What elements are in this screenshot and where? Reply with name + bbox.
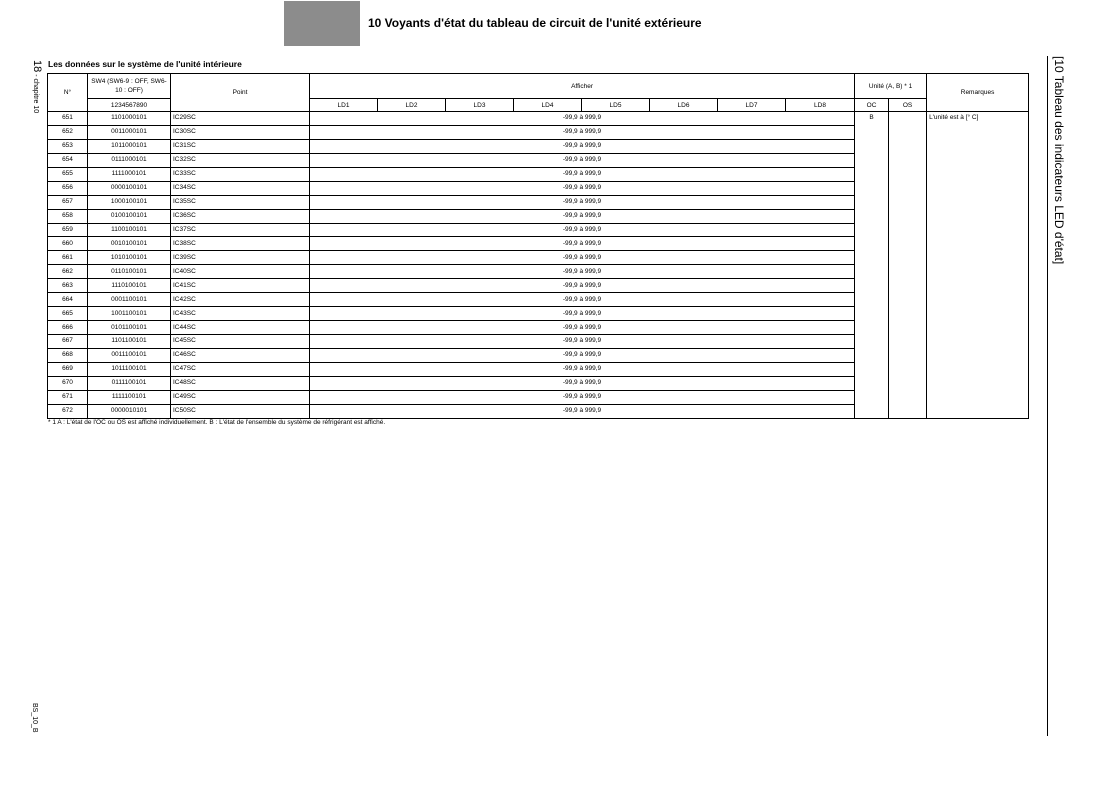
- row-display-range: -99,9 à 999,9: [310, 181, 855, 195]
- header-sw4: [88, 74, 171, 99]
- header-ld8: LD8: [786, 99, 855, 112]
- row-sw4: 1101000101: [88, 112, 171, 126]
- row-sw4: 0001100101: [88, 293, 171, 307]
- row-point: IC37SC: [171, 223, 310, 237]
- header-unit-oc: OC: [855, 99, 889, 112]
- chapter-side-title: [10 Tableau des indicateurs LED d'état]: [1052, 56, 1066, 265]
- row-display-range: -99,9 à 999,9: [310, 335, 855, 349]
- row-num: 652: [48, 125, 88, 139]
- header-num: N°: [48, 74, 88, 112]
- row-display-range: -99,9 à 999,9: [310, 362, 855, 376]
- row-sw4: 1001100101: [88, 307, 171, 321]
- row-num: 669: [48, 362, 88, 376]
- section-title: Les données sur le système de l'unité intérieure: [48, 59, 242, 69]
- row-point: IC35SC: [171, 195, 310, 209]
- chapter-label: - chapitre 10: [32, 72, 39, 114]
- row-num: 651: [48, 112, 88, 126]
- row-sw4: 1111000101: [88, 167, 171, 181]
- header-gray-box: [284, 1, 360, 46]
- row-num: 672: [48, 404, 88, 418]
- row-sw4: 1010100101: [88, 251, 171, 265]
- row-point: IC38SC: [171, 237, 310, 251]
- row-num: 658: [48, 209, 88, 223]
- page-number: 18: [31, 60, 43, 73]
- row-display-range: -99,9 à 999,9: [310, 209, 855, 223]
- row-num: 664: [48, 293, 88, 307]
- row-display-range: -99,9 à 999,9: [310, 251, 855, 265]
- row-sw4: 1011100101: [88, 362, 171, 376]
- row-point: IC42SC: [171, 293, 310, 307]
- right-margin-rule: [1047, 56, 1048, 736]
- row-num: 666: [48, 321, 88, 335]
- header-ld1: LD1: [310, 99, 378, 112]
- row-display-range: -99,9 à 999,9: [310, 125, 855, 139]
- unit-oc-value: B: [855, 112, 889, 419]
- row-point: IC47SC: [171, 362, 310, 376]
- row-point: IC29SC: [171, 112, 310, 126]
- row-display-range: -99,9 à 999,9: [310, 293, 855, 307]
- row-num: 660: [48, 237, 88, 251]
- row-point: IC32SC: [171, 153, 310, 167]
- row-sw4: 1101100101: [88, 335, 171, 349]
- row-point: IC49SC: [171, 390, 310, 404]
- row-num: 661: [48, 251, 88, 265]
- row-sw4: 0111000101: [88, 153, 171, 167]
- row-point: IC48SC: [171, 376, 310, 390]
- table-row: [48, 112, 1029, 126]
- header-remarks: Remarques: [927, 74, 1029, 112]
- row-point: IC36SC: [171, 209, 310, 223]
- header-ld6: LD6: [650, 99, 718, 112]
- row-sw4: 0100100101: [88, 209, 171, 223]
- row-point: IC43SC: [171, 307, 310, 321]
- header-ld2: LD2: [378, 99, 446, 112]
- row-sw4: 0010100101: [88, 237, 171, 251]
- document-code: BS_10_B: [31, 703, 38, 733]
- row-sw4: 0101100101: [88, 321, 171, 335]
- row-sw4: 1100100101: [88, 223, 171, 237]
- page-number-label: [31, 60, 43, 113]
- row-display-range: -99,9 à 999,9: [310, 307, 855, 321]
- header-unit: Unité (A, B) * 1: [855, 74, 927, 99]
- row-point: IC31SC: [171, 139, 310, 153]
- row-num: 662: [48, 265, 88, 279]
- row-display-range: -99,9 à 999,9: [310, 348, 855, 362]
- row-point: IC50SC: [171, 404, 310, 418]
- header-ld3: LD3: [446, 99, 514, 112]
- row-num: 663: [48, 279, 88, 293]
- row-display-range: -99,9 à 999,9: [310, 321, 855, 335]
- unit-os-value: [889, 112, 927, 419]
- header-sw4-label: SW4 (SW6-9 : OFF, SW6-10 : OFF): [91, 78, 167, 94]
- row-num: 655: [48, 167, 88, 181]
- row-num: 665: [48, 307, 88, 321]
- row-sw4: 1111100101: [88, 390, 171, 404]
- row-point: IC30SC: [171, 125, 310, 139]
- row-display-range: -99,9 à 999,9: [310, 223, 855, 237]
- row-sw4: 0000010101: [88, 404, 171, 418]
- row-point: IC39SC: [171, 251, 310, 265]
- row-display-range: -99,9 à 999,9: [310, 153, 855, 167]
- row-num: 653: [48, 139, 88, 153]
- row-point: IC41SC: [171, 279, 310, 293]
- row-point: IC34SC: [171, 181, 310, 195]
- row-display-range: -99,9 à 999,9: [310, 265, 855, 279]
- row-sw4: 0111100101: [88, 376, 171, 390]
- row-sw4: 0011100101: [88, 348, 171, 362]
- row-sw4: 0110100101: [88, 265, 171, 279]
- header-display: Afficher: [310, 74, 855, 99]
- remarks-value: L'unité est à [° C]: [927, 112, 1029, 419]
- indoor-unit-data-table: [47, 73, 1029, 419]
- row-display-range: -99,9 à 999,9: [310, 237, 855, 251]
- header-unit-os: OS: [889, 99, 927, 112]
- row-sw4: 0011000101: [88, 125, 171, 139]
- row-point: IC44SC: [171, 321, 310, 335]
- row-sw4: 0000100101: [88, 181, 171, 195]
- row-sw4: 1110100101: [88, 279, 171, 293]
- row-point: IC40SC: [171, 265, 310, 279]
- row-display-range: -99,9 à 999,9: [310, 112, 855, 126]
- header-ld4: LD4: [514, 99, 582, 112]
- row-num: 656: [48, 181, 88, 195]
- header-sw4-bits: 1234567890: [88, 99, 171, 112]
- table-header-row: [48, 74, 1029, 99]
- row-display-range: -99,9 à 999,9: [310, 279, 855, 293]
- row-num: 657: [48, 195, 88, 209]
- page-title: 10 Voyants d'état du tableau de circuit de l'unité extérieure: [368, 16, 702, 30]
- table-footnote: * 1 A : L'état de l'OC ou OS est affiché individuellement. B : L'état de l'ensemble du système de réfrigérant est affiché.: [48, 419, 386, 426]
- header-point: Point: [171, 74, 310, 112]
- row-display-range: -99,9 à 999,9: [310, 139, 855, 153]
- row-num: 671: [48, 390, 88, 404]
- row-sw4: 1000100101: [88, 195, 171, 209]
- header-ld7: LD7: [718, 99, 786, 112]
- row-display-range: -99,9 à 999,9: [310, 390, 855, 404]
- row-num: 670: [48, 376, 88, 390]
- row-num: 654: [48, 153, 88, 167]
- row-point: IC46SC: [171, 348, 310, 362]
- row-display-range: -99,9 à 999,9: [310, 195, 855, 209]
- row-num: 659: [48, 223, 88, 237]
- row-point: IC33SC: [171, 167, 310, 181]
- row-num: 667: [48, 335, 88, 349]
- row-num: 668: [48, 348, 88, 362]
- row-point: IC45SC: [171, 335, 310, 349]
- row-display-range: -99,9 à 999,9: [310, 167, 855, 181]
- header-ld5: LD5: [582, 99, 650, 112]
- row-display-range: -99,9 à 999,9: [310, 404, 855, 418]
- row-display-range: -99,9 à 999,9: [310, 376, 855, 390]
- row-sw4: 1011000101: [88, 139, 171, 153]
